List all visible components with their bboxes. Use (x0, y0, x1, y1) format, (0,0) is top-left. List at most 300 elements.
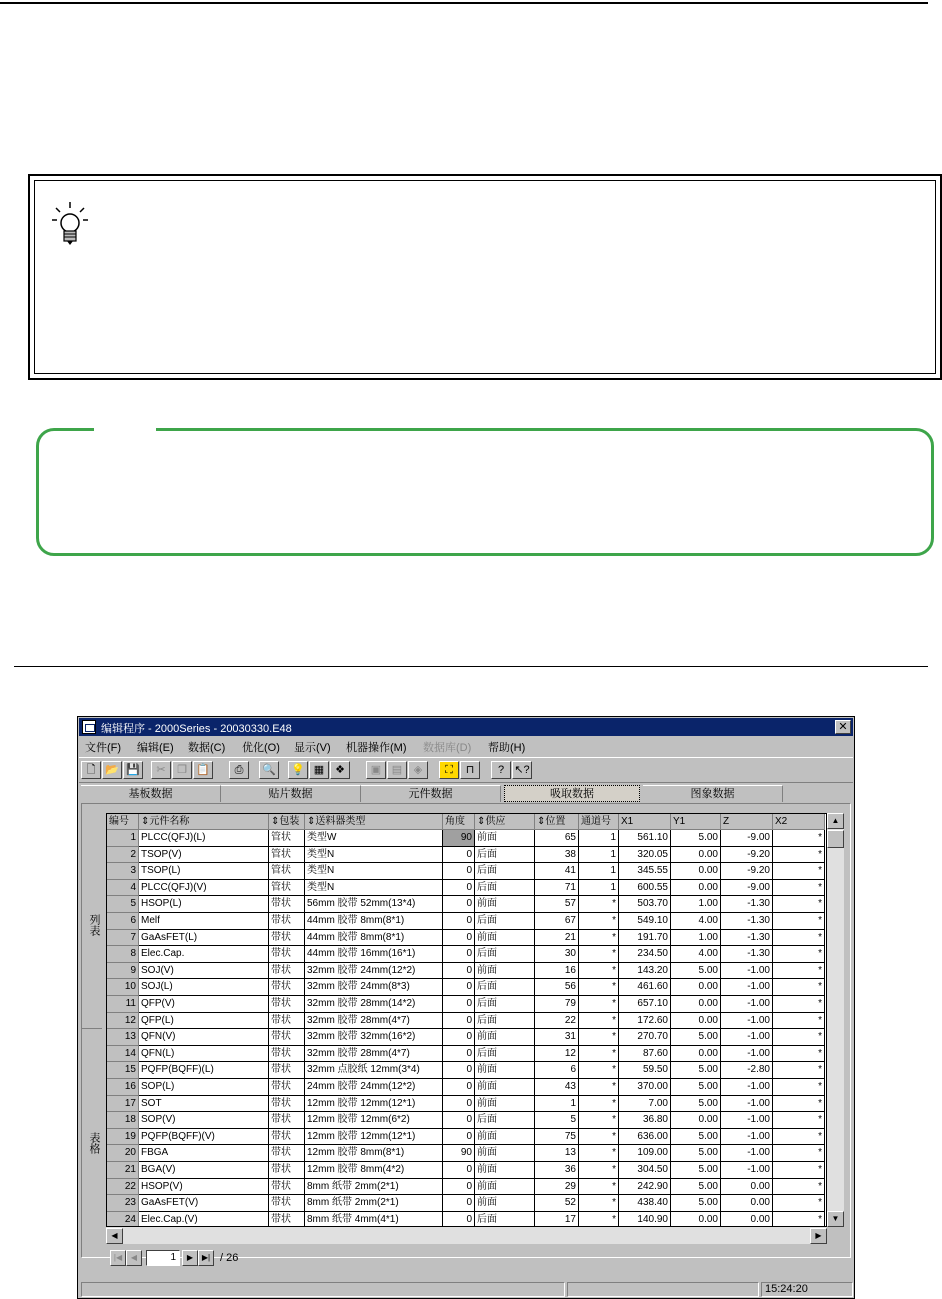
table-cell[interactable]: PQFP(BQFF)(V) (139, 1129, 269, 1146)
table-cell[interactable]: -1.00 (721, 963, 773, 980)
table-cell[interactable]: 30 (535, 946, 579, 963)
table-cell[interactable]: * (579, 1013, 619, 1030)
table-cell[interactable]: 1 (107, 830, 139, 847)
table-cell[interactable]: -9.20 (721, 847, 773, 864)
table-cell[interactable]: * (579, 1062, 619, 1079)
table-cell[interactable]: * (773, 979, 825, 996)
table-cell[interactable]: TSOP(V) (139, 847, 269, 864)
table-cell[interactable]: * (773, 847, 825, 864)
table-row[interactable] (107, 1029, 825, 1046)
table-cell[interactable]: -9.20 (721, 863, 773, 880)
table-cell[interactable]: 后面 (475, 946, 535, 963)
table-cell[interactable]: 24mm 胶带 24mm(12*2) (305, 1079, 443, 1096)
table-cell[interactable]: -9.00 (721, 830, 773, 847)
table-row[interactable] (107, 1179, 825, 1196)
menu-database[interactable]: 数据库(D) (423, 742, 472, 754)
table-cell[interactable]: 21 (535, 930, 579, 947)
table-cell[interactable]: 后面 (475, 847, 535, 864)
table-cell[interactable]: 前面 (475, 1162, 535, 1179)
table-cell[interactable]: 0.00 (671, 1112, 721, 1129)
table-cell[interactable]: 79 (535, 996, 579, 1013)
table-cell[interactable]: 1 (579, 880, 619, 897)
table-row[interactable] (107, 1062, 825, 1079)
table-row[interactable] (107, 1013, 825, 1030)
table-cell[interactable]: 9 (107, 963, 139, 980)
table-cell[interactable]: 带状 (269, 1013, 305, 1030)
table-cell[interactable]: 类型N (305, 847, 443, 864)
table-cell[interactable]: 24 (107, 1212, 139, 1227)
table-cell[interactable]: -1.00 (721, 1112, 773, 1129)
table-cell[interactable]: 16 (535, 963, 579, 980)
table-cell[interactable]: * (773, 930, 825, 947)
table-cell[interactable]: -2.80 (721, 1062, 773, 1079)
table-cell[interactable]: 后面 (475, 979, 535, 996)
prev-record-icon[interactable]: ◀ (126, 1250, 142, 1266)
table-cell[interactable]: * (773, 1046, 825, 1063)
column-header[interactable]: X2 (773, 814, 825, 830)
table-cell[interactable]: 7.00 (619, 1096, 671, 1113)
table-cell[interactable]: 带状 (269, 1162, 305, 1179)
table-cell[interactable]: 0.00 (671, 863, 721, 880)
table-row[interactable] (107, 1195, 825, 1212)
table-cell[interactable]: 16 (107, 1079, 139, 1096)
table-cell[interactable]: 0 (443, 863, 475, 880)
table-cell[interactable]: * (773, 1079, 825, 1096)
table-cell[interactable]: 带状 (269, 1112, 305, 1129)
table-cell[interactable]: 438.40 (619, 1195, 671, 1212)
title-bar[interactable] (79, 718, 853, 736)
table-cell[interactable]: * (579, 1162, 619, 1179)
table-cell[interactable]: 前面 (475, 896, 535, 913)
table-cell[interactable]: 后面 (475, 1112, 535, 1129)
table-row[interactable] (107, 930, 825, 947)
table-cell[interactable]: * (579, 946, 619, 963)
table-cell[interactable]: * (773, 1129, 825, 1146)
table-cell[interactable]: * (579, 896, 619, 913)
table-cell[interactable]: 带状 (269, 996, 305, 1013)
table-cell[interactable]: 57 (535, 896, 579, 913)
image-tool-icon[interactable]: ▣ (366, 761, 386, 779)
table-cell[interactable]: * (579, 979, 619, 996)
table-cell[interactable]: 6 (107, 913, 139, 930)
table-cell[interactable]: * (579, 913, 619, 930)
table-cell[interactable]: 41 (535, 863, 579, 880)
table-cell[interactable]: 0.00 (721, 1212, 773, 1227)
table-cell[interactable]: 21 (107, 1162, 139, 1179)
table-cell[interactable]: 管状 (269, 880, 305, 897)
table-cell[interactable]: QFP(V) (139, 996, 269, 1013)
table-cell[interactable]: 管状 (269, 830, 305, 847)
table-cell[interactable]: 5 (535, 1112, 579, 1129)
table-cell[interactable]: 549.10 (619, 913, 671, 930)
table-cell[interactable]: 带状 (269, 1062, 305, 1079)
cube-tool-icon[interactable]: ◈ (408, 761, 428, 779)
table-cell[interactable]: 带状 (269, 1096, 305, 1113)
table-cell[interactable]: 5.00 (671, 1096, 721, 1113)
table-cell[interactable]: 5.00 (671, 963, 721, 980)
table-cell[interactable]: 31 (535, 1029, 579, 1046)
column-header[interactable]: 编号 (107, 814, 139, 830)
table-cell[interactable]: 5.00 (671, 1145, 721, 1162)
table-cell[interactable]: 0 (443, 1062, 475, 1079)
table-cell[interactable]: 0.00 (671, 847, 721, 864)
table-cell[interactable]: 5.00 (671, 1029, 721, 1046)
column-header[interactable]: ⇕包装 (269, 814, 305, 830)
table-cell[interactable]: 7 (107, 930, 139, 947)
table-cell[interactable]: 0 (443, 1079, 475, 1096)
table-cell[interactable]: 15 (107, 1062, 139, 1079)
table-row[interactable] (107, 1162, 825, 1179)
table-cell[interactable]: * (773, 880, 825, 897)
table-cell[interactable]: 6 (535, 1062, 579, 1079)
first-record-icon[interactable]: |◀ (110, 1250, 126, 1266)
table-cell[interactable]: 56 (535, 979, 579, 996)
table-cell[interactable]: SOT (139, 1096, 269, 1113)
table-cell[interactable]: 12 (107, 1013, 139, 1030)
column-header[interactable]: 角度 (443, 814, 475, 830)
menu-file[interactable]: 文件(F) (85, 742, 122, 754)
table-cell[interactable]: -1.00 (721, 1046, 773, 1063)
table-cell[interactable]: 0 (443, 946, 475, 963)
table-cell[interactable]: 172.60 (619, 1013, 671, 1030)
table-row[interactable] (107, 1129, 825, 1146)
table-cell[interactable]: -1.00 (721, 1096, 773, 1113)
table-cell[interactable]: 前面 (475, 1079, 535, 1096)
cut-icon[interactable]: ✂ (151, 761, 171, 779)
table-cell[interactable]: 13 (535, 1145, 579, 1162)
table-row[interactable] (107, 1079, 825, 1096)
table-row[interactable] (107, 963, 825, 980)
table-cell[interactable]: 234.50 (619, 946, 671, 963)
table-cell[interactable]: 5.00 (671, 1162, 721, 1179)
table-cell[interactable]: 29 (535, 1179, 579, 1196)
table-row[interactable] (107, 847, 825, 864)
table-cell[interactable]: * (579, 1212, 619, 1227)
table-cell[interactable]: 前面 (475, 1145, 535, 1162)
table-cell[interactable]: 0 (443, 996, 475, 1013)
table-cell[interactable]: 5.00 (671, 1179, 721, 1196)
table-cell[interactable]: * (579, 1129, 619, 1146)
save-icon[interactable]: 💾 (123, 761, 143, 779)
table-cell[interactable]: BGA(V) (139, 1162, 269, 1179)
table-cell[interactable]: * (579, 1029, 619, 1046)
column-header[interactable]: 通道号 (579, 814, 619, 830)
table-cell[interactable]: 类型W (305, 830, 443, 847)
table-cell[interactable]: * (579, 1145, 619, 1162)
table-cell[interactable]: 0.00 (671, 1046, 721, 1063)
table-cell[interactable]: 12mm 胶带 8mm(4*2) (305, 1162, 443, 1179)
new-file-icon[interactable]: 🗋 (81, 761, 101, 779)
table-cell[interactable]: 后面 (475, 996, 535, 1013)
table-cell[interactable]: 类型N (305, 863, 443, 880)
table-cell[interactable]: 22 (535, 1013, 579, 1030)
table-cell[interactable]: 0.00 (671, 1013, 721, 1030)
table-cell[interactable]: * (773, 1112, 825, 1129)
table-cell[interactable]: 43 (535, 1079, 579, 1096)
table-cell[interactable]: 17 (535, 1212, 579, 1227)
table-cell[interactable]: 8 (107, 946, 139, 963)
table-cell[interactable]: 32mm 胶带 24mm(12*2) (305, 963, 443, 980)
table-cell[interactable]: 5.00 (671, 1062, 721, 1079)
table-cell[interactable]: 0 (443, 847, 475, 864)
table-cell[interactable]: -1.30 (721, 930, 773, 947)
table-cell[interactable]: 带状 (269, 896, 305, 913)
table-cell[interactable]: 带状 (269, 1145, 305, 1162)
table-cell[interactable]: * (773, 946, 825, 963)
table-cell[interactable]: HSOP(L) (139, 896, 269, 913)
table-cell[interactable]: 65 (535, 830, 579, 847)
table-cell[interactable]: 后面 (475, 863, 535, 880)
menu-machine[interactable]: 机器操作(M) (346, 742, 407, 754)
table-row[interactable] (107, 913, 825, 930)
table-cell[interactable]: 0.00 (671, 979, 721, 996)
table-cell[interactable]: * (579, 1096, 619, 1113)
table-cell[interactable]: GaAsFET(L) (139, 930, 269, 947)
table-cell[interactable]: 90 (443, 1145, 475, 1162)
table-cell[interactable]: 0 (443, 930, 475, 947)
table-cell[interactable]: 0 (443, 1112, 475, 1129)
table-cell[interactable]: 0 (443, 1046, 475, 1063)
table-cell[interactable]: 23 (107, 1195, 139, 1212)
column-header[interactable]: ⇕元件名称 (139, 814, 269, 830)
table-cell[interactable]: 12mm 胶带 8mm(8*1) (305, 1145, 443, 1162)
table-cell[interactable]: 0 (443, 963, 475, 980)
table-cell[interactable]: 52 (535, 1195, 579, 1212)
scroll-up-icon[interactable]: ▲ (827, 813, 844, 829)
table-cell[interactable]: 22 (107, 1179, 139, 1196)
table-cell[interactable]: 后面 (475, 913, 535, 930)
table-cell[interactable]: 75 (535, 1129, 579, 1146)
table-cell[interactable]: 带状 (269, 1179, 305, 1196)
table-cell[interactable]: 36 (535, 1162, 579, 1179)
table-cell[interactable]: HSOP(V) (139, 1179, 269, 1196)
menu-edit[interactable]: 编辑(E) (137, 742, 174, 754)
scroll-down-icon[interactable]: ▼ (827, 1211, 844, 1227)
print-icon[interactable]: ⎙ (229, 761, 249, 779)
paste-icon[interactable]: 📋 (193, 761, 213, 779)
menu-view[interactable]: 显示(V) (294, 742, 331, 754)
table-cell[interactable]: 1 (579, 847, 619, 864)
table-cell[interactable]: SOP(L) (139, 1079, 269, 1096)
table-cell[interactable]: 前面 (475, 830, 535, 847)
table-cell[interactable]: 109.00 (619, 1145, 671, 1162)
table-cell[interactable]: -1.00 (721, 1079, 773, 1096)
table-cell[interactable]: 带状 (269, 1079, 305, 1096)
table-cell[interactable]: 0 (443, 1013, 475, 1030)
table-cell[interactable]: -1.30 (721, 896, 773, 913)
tab-placement-data[interactable]: 贴片数据 (221, 785, 361, 802)
table-cell[interactable]: 32mm 胶带 28mm(14*2) (305, 996, 443, 1013)
vertical-scrollbar[interactable] (827, 813, 844, 1227)
table-cell[interactable]: * (773, 1162, 825, 1179)
table-cell[interactable]: 0.00 (671, 1212, 721, 1227)
column-header[interactable]: ⇕位置 (535, 814, 579, 830)
ruler-tool-icon[interactable]: ⊓ (460, 761, 480, 779)
table-cell[interactable]: 38 (535, 847, 579, 864)
table-cell[interactable]: 前面 (475, 930, 535, 947)
table-cell[interactable]: 前面 (475, 1179, 535, 1196)
table-cell[interactable]: 带状 (269, 930, 305, 947)
table-cell[interactable]: 44mm 胶带 16mm(16*1) (305, 946, 443, 963)
table-cell[interactable]: 32mm 胶带 28mm(4*7) (305, 1046, 443, 1063)
table-cell[interactable]: 前面 (475, 963, 535, 980)
table-cell[interactable]: 8mm 纸带 2mm(2*1) (305, 1195, 443, 1212)
last-record-icon[interactable]: ▶| (198, 1250, 214, 1266)
table-cell[interactable]: 11 (107, 996, 139, 1013)
table-cell[interactable]: * (773, 1013, 825, 1030)
table-cell[interactable]: * (773, 1096, 825, 1113)
table-cell[interactable]: 0 (443, 1162, 475, 1179)
table-cell[interactable]: 17 (107, 1096, 139, 1113)
table-cell[interactable]: -1.00 (721, 1129, 773, 1146)
table-cell[interactable]: * (773, 1145, 825, 1162)
table-cell[interactable]: 5.00 (671, 1129, 721, 1146)
table-row[interactable] (107, 880, 825, 897)
table-cell[interactable]: * (579, 930, 619, 947)
table-cell[interactable]: -1.30 (721, 946, 773, 963)
table-cell[interactable]: 带状 (269, 946, 305, 963)
table-cell[interactable]: Elec.Cap.(V) (139, 1212, 269, 1227)
menu-data[interactable]: 数据(C) (188, 742, 226, 754)
table-cell[interactable]: 32mm 胶带 24mm(8*3) (305, 979, 443, 996)
table-cell[interactable]: 304.50 (619, 1162, 671, 1179)
table-cell[interactable]: 8mm 纸带 2mm(2*1) (305, 1179, 443, 1196)
table-cell[interactable]: 5.00 (671, 830, 721, 847)
table-cell[interactable]: 0 (443, 1096, 475, 1113)
table-cell[interactable]: 242.90 (619, 1179, 671, 1196)
table-cell[interactable]: 带状 (269, 1212, 305, 1227)
table-row[interactable] (107, 1145, 825, 1162)
table-cell[interactable]: 140.90 (619, 1212, 671, 1227)
record-page-input[interactable]: 1 (146, 1250, 180, 1266)
table-cell[interactable]: QFN(V) (139, 1029, 269, 1046)
table-cell[interactable]: 370.00 (619, 1079, 671, 1096)
table-cell[interactable]: 0 (443, 979, 475, 996)
table-cell[interactable]: Elec.Cap. (139, 946, 269, 963)
table-cell[interactable]: QFP(L) (139, 1013, 269, 1030)
table-cell[interactable]: 44mm 胶带 8mm(8*1) (305, 913, 443, 930)
table-cell[interactable]: Melf (139, 913, 269, 930)
table-cell[interactable]: 320.05 (619, 847, 671, 864)
table-cell[interactable]: 2 (107, 847, 139, 864)
table-cell[interactable]: 32mm 胶带 32mm(16*2) (305, 1029, 443, 1046)
table-cell[interactable]: 带状 (269, 979, 305, 996)
pickup-data-table[interactable] (106, 813, 827, 1227)
table-cell[interactable]: 带状 (269, 1029, 305, 1046)
table-cell[interactable]: 636.00 (619, 1129, 671, 1146)
table-cell[interactable]: PQFP(BQFF)(L) (139, 1062, 269, 1079)
table-cell[interactable]: 270.70 (619, 1029, 671, 1046)
table-cell[interactable]: 4.00 (671, 946, 721, 963)
table-row[interactable] (107, 1046, 825, 1063)
table-cell[interactable]: * (579, 1112, 619, 1129)
table-cell[interactable]: 32mm 胶带 28mm(4*7) (305, 1013, 443, 1030)
table-cell[interactable]: 14 (107, 1046, 139, 1063)
next-record-icon[interactable]: ▶ (182, 1250, 198, 1266)
table-cell[interactable]: 561.10 (619, 830, 671, 847)
table-cell[interactable]: 前面 (475, 1029, 535, 1046)
side-tab-list[interactable]: 列表 (88, 914, 100, 936)
table-cell[interactable]: * (773, 1062, 825, 1079)
table-cell[interactable]: 管状 (269, 863, 305, 880)
table-cell[interactable]: 0 (443, 1179, 475, 1196)
grid-tool-icon[interactable]: ▦ (309, 761, 329, 779)
table-cell[interactable]: 前面 (475, 1195, 535, 1212)
bulb-tool-icon[interactable]: 💡 (288, 761, 308, 779)
tab-board-data[interactable]: 基板数据 (81, 785, 221, 802)
table-cell[interactable]: SOJ(V) (139, 963, 269, 980)
table-cell[interactable]: 0.00 (671, 880, 721, 897)
table-cell[interactable]: 带状 (269, 1046, 305, 1063)
table-cell[interactable]: 345.55 (619, 863, 671, 880)
scroll-thumb[interactable] (827, 830, 844, 848)
table-cell[interactable]: 191.70 (619, 930, 671, 947)
table-cell[interactable]: -9.00 (721, 880, 773, 897)
table-cell[interactable]: 0 (443, 896, 475, 913)
column-header[interactable]: ⇕供应 (475, 814, 535, 830)
table-cell[interactable]: 12mm 胶带 12mm(12*1) (305, 1096, 443, 1113)
table-cell[interactable]: * (773, 1212, 825, 1227)
table-cell[interactable]: * (773, 1179, 825, 1196)
table-cell[interactable]: 19 (107, 1129, 139, 1146)
table-cell[interactable]: -1.30 (721, 913, 773, 930)
open-folder-icon[interactable]: 📂 (102, 761, 122, 779)
table-cell[interactable]: -1.00 (721, 1029, 773, 1046)
table-cell[interactable]: 1 (579, 863, 619, 880)
table-cell[interactable]: 36.80 (619, 1112, 671, 1129)
table-cell[interactable]: 后面 (475, 880, 535, 897)
table-cell[interactable]: -1.00 (721, 979, 773, 996)
table-cell[interactable]: PLCC(QFJ)(L) (139, 830, 269, 847)
table-cell[interactable]: 18 (107, 1112, 139, 1129)
table-cell[interactable]: 5 (107, 896, 139, 913)
table-cell[interactable]: 87.60 (619, 1046, 671, 1063)
context-help-icon[interactable]: ↖? (512, 761, 532, 779)
table-row[interactable] (107, 1212, 825, 1227)
table-cell[interactable]: 12mm 胶带 12mm(12*1) (305, 1129, 443, 1146)
layers-tool-icon[interactable]: ▤ (387, 761, 407, 779)
tab-pickup-data[interactable]: 吸取数据 (504, 785, 640, 802)
table-row[interactable] (107, 830, 825, 847)
table-cell[interactable]: * (579, 963, 619, 980)
table-cell[interactable]: 0 (443, 1129, 475, 1146)
find-icon[interactable]: 🔍 (259, 761, 279, 779)
table-cell[interactable]: 1 (535, 1096, 579, 1113)
side-tab-table[interactable]: 表格 (88, 1132, 100, 1154)
horizontal-scrollbar[interactable] (106, 1227, 827, 1244)
scroll-right-icon[interactable]: ▶ (810, 1228, 827, 1244)
table-cell[interactable]: 带状 (269, 963, 305, 980)
tab-component-data[interactable]: 元件数据 (361, 785, 501, 802)
table-cell[interactable]: 前面 (475, 1096, 535, 1113)
table-cell[interactable]: 71 (535, 880, 579, 897)
column-header[interactable]: ⇕送料器类型 (305, 814, 443, 830)
table-row[interactable] (107, 1096, 825, 1113)
table-cell[interactable]: 5.00 (671, 1079, 721, 1096)
table-cell[interactable]: 3 (107, 863, 139, 880)
table-cell[interactable]: PLCC(QFJ)(V) (139, 880, 269, 897)
table-cell[interactable]: 5.00 (671, 1195, 721, 1212)
menu-optimize[interactable]: 优化(O) (242, 742, 280, 754)
table-cell[interactable]: 12mm 胶带 12mm(6*2) (305, 1112, 443, 1129)
table-cell[interactable]: TSOP(L) (139, 863, 269, 880)
table-cell[interactable]: 461.60 (619, 979, 671, 996)
table-row[interactable] (107, 946, 825, 963)
table-cell[interactable]: * (579, 1179, 619, 1196)
table-cell[interactable]: * (579, 1046, 619, 1063)
table-cell[interactable]: 类型N (305, 880, 443, 897)
table-cell[interactable]: 0 (443, 1029, 475, 1046)
